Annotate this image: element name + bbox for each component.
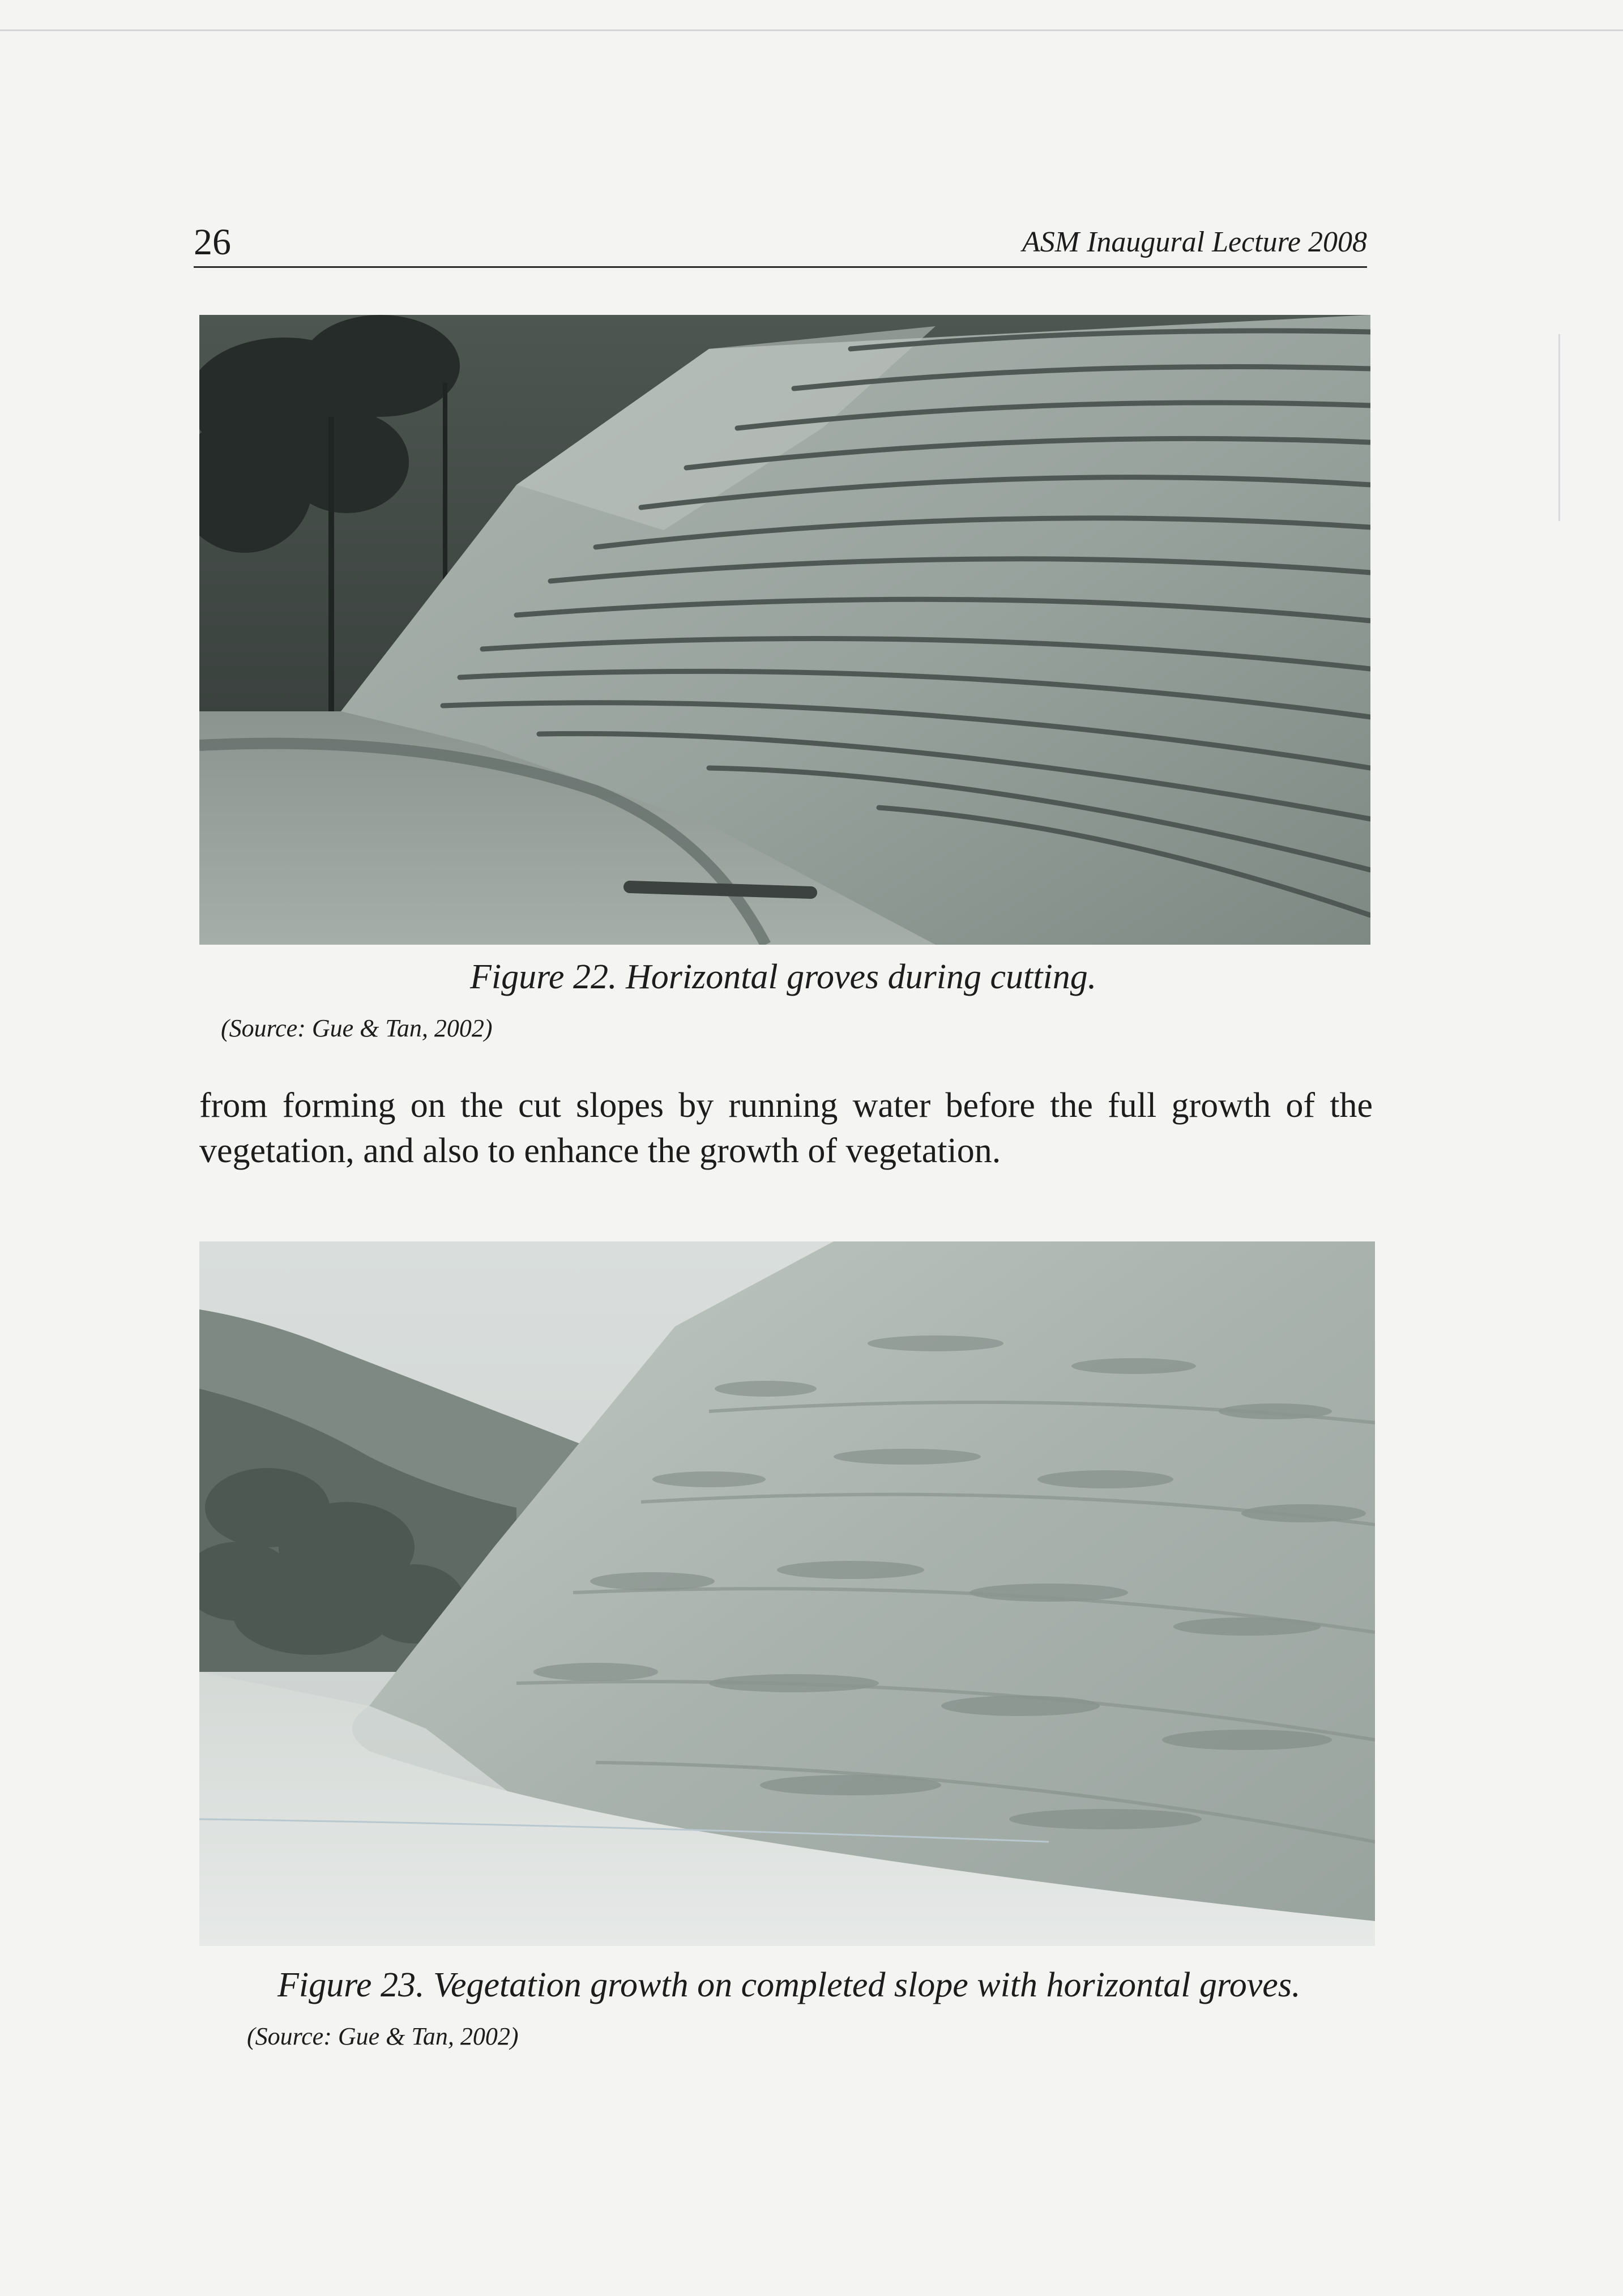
body-paragraph — [199, 1083, 1373, 1173]
figure-22-photo — [199, 315, 1370, 945]
page-number: 26 — [194, 221, 231, 263]
header-rule — [194, 266, 1367, 268]
figure-23-caption: Figure 23. Vegetation growth on completed slope with horizontal groves. — [277, 1966, 1301, 2004]
figure-22-source: (Source: Gue & Tan, 2002) — [221, 1014, 493, 1042]
scan-artifact-line — [0, 29, 1623, 31]
figure-23-source: (Source: Gue & Tan, 2002) — [247, 2022, 519, 2050]
figure-23-photo — [199, 1241, 1375, 1946]
running-head: ASM Inaugural Lecture 2008 — [1022, 226, 1367, 258]
cut-slope-photo — [199, 315, 1370, 945]
body-line: vegetation, and also to enhance the growth of vegetation. — [199, 1132, 1001, 1170]
figure-22-caption: Figure 22. Horizontal groves during cutting. — [470, 958, 1097, 996]
body-line: from forming on the cut slopes by running water before the full growth of the — [199, 1086, 1373, 1125]
vegetated-slope-photo — [199, 1241, 1375, 1946]
page-header — [194, 220, 1367, 265]
scan-artifact-mark — [1558, 334, 1560, 521]
